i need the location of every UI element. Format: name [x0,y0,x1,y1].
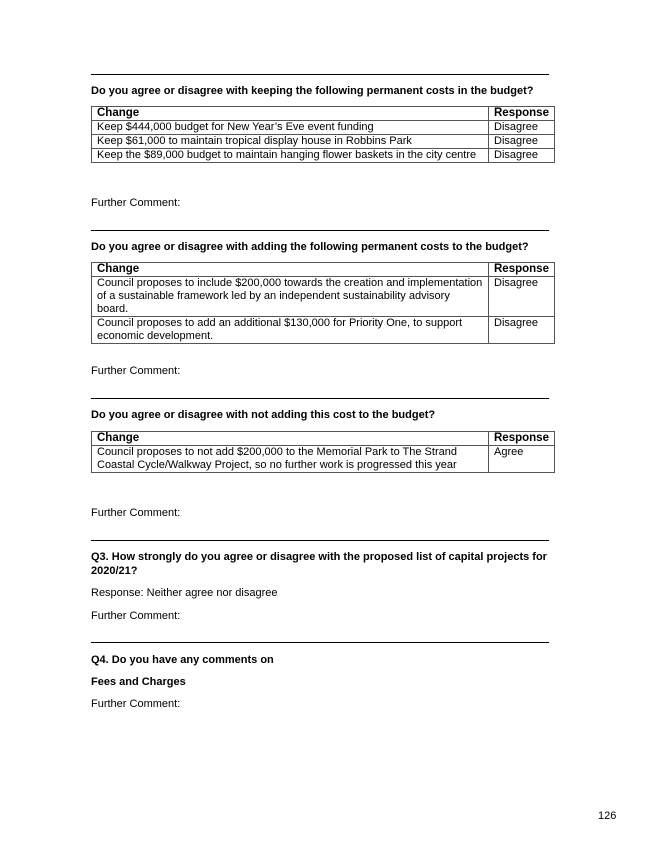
response-cell: Disagree [489,121,555,135]
divider [91,74,549,75]
further-comment-label: Further Comment: [91,365,181,377]
column-header-change: Change [92,432,489,446]
table-row [92,135,555,149]
q4-subheading: Fees and Charges [91,676,186,688]
further-comment-label: Further Comment: [91,507,181,519]
page-number: 126 [598,810,617,822]
column-header-response: Response [489,263,555,277]
q4-question: Q4. Do you have any comments on [91,654,274,666]
table-row [92,277,555,317]
response-cell: Disagree [489,317,555,344]
divider [91,540,549,541]
change-cell: Council proposes to include $200,000 towards the creation and implementation of a sustainable framework led by an independent sustainability advisory board. [92,277,489,317]
further-comment-label: Further Comment: [91,698,181,710]
section1-question: Do you agree or disagree with keeping the following permanent costs in the budget? [91,85,534,97]
table-header-row [92,107,555,121]
column-header-response: Response [489,432,555,446]
table-row [92,149,555,163]
divider [91,642,549,643]
section1-table [91,106,555,163]
table-row [92,121,555,135]
change-cell: Council proposes to add an additional $130,000 for Priority One, to support economic development. [92,317,489,344]
section3-table [91,431,555,473]
response-cell: Disagree [489,277,555,317]
further-comment-label: Further Comment: [91,610,181,622]
divider [91,230,549,231]
change-cell: Keep $444,000 budget for New Year’s Eve event funding [92,121,489,135]
table-row [92,446,555,473]
response-cell: Disagree [489,149,555,163]
change-cell: Council proposes to not add $200,000 to the Memorial Park to The Strand Coastal Cycle/Walkway Project, so no further work is progressed this year [92,446,489,473]
further-comment-label: Further Comment: [91,197,181,209]
section2-table [91,262,555,344]
section2-question: Do you agree or disagree with adding the following permanent costs to the budget? [91,241,529,253]
response-cell: Agree [489,446,555,473]
table-row [92,317,555,344]
table-header-row [92,432,555,446]
column-header-change: Change [92,107,489,121]
q3-response: Response: Neither agree nor disagree [91,587,278,599]
column-header-response: Response [489,107,555,121]
response-cell: Disagree [489,135,555,149]
q3-question: Q3. How strongly do you agree or disagree with the proposed list of capital projects for 2020/21? [91,551,547,577]
change-cell: Keep the $89,000 budget to maintain hanging flower baskets in the city centre [92,149,489,163]
table-header-row [92,263,555,277]
divider [91,398,549,399]
column-header-change: Change [92,263,489,277]
section3-question: Do you agree or disagree with not adding this cost to the budget? [91,409,436,421]
change-cell: Keep $61,000 to maintain tropical display house in Robbins Park [92,135,489,149]
